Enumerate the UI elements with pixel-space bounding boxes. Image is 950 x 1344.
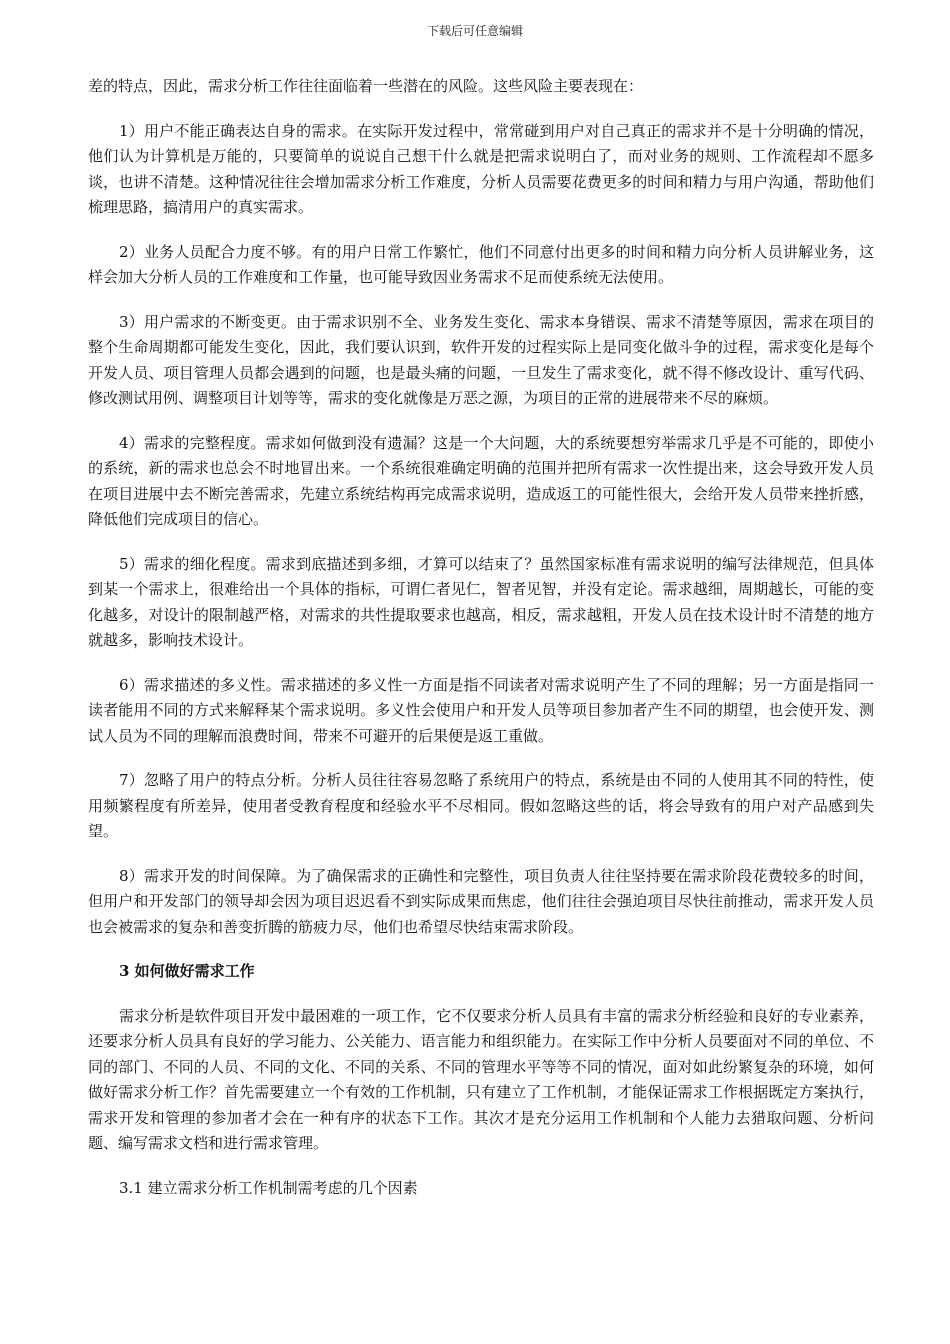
document-body bbox=[88, 74, 874, 1201]
risk-paragraph-4: 4）需求的完整程度。需求如何做到没有遗漏？这是一个大问题，大的系统要想穷举需求几乎是不可能的，即使小的系统，新的需求也总会不时地冒出来。一个系统很难确定明确的范围并把所有需求一次性提出来，这会导致开发人员在项目进展中去不断完善需求，先建立系统结构再完成需求说明，造成返工的可能性很大，会给开发人员带来挫折感，降低他们完成项目的信心。 bbox=[88, 433, 874, 528]
risk-paragraph-8: 8）需求开发的时间保障。为了确保需求的正确性和完整性，项目负责人往往坚持要在需求阶段花费较多的时间，但用户和开发部门的领导却会因为项目迟迟看不到实际成果而焦虑，他们往往会强迫项目尽快往前推动，需求开发人员也会被需求的复杂和善变折腾的筋疲力尽，他们也希望尽快结束需求阶段。 bbox=[88, 866, 874, 936]
risk-paragraph-2: 2）业务人员配合力度不够。有的用户日常工作繁忙，他们不同意付出更多的时间和精力向分析人员讲解业务，这样会加大分析人员的工作难度和工作量，也可能导致因业务需求不足而使系统无法使用。 bbox=[88, 242, 874, 286]
intro-paragraph: 差的特点，因此，需求分析工作往往面临着一些潜在的风险。这些风险主要表现在： bbox=[88, 77, 644, 95]
risk-paragraph-6: 6）需求描述的多义性。需求描述的多义性一方面是指不同读者对需求说明产生了不同的理解；另一方面是指同一读者能用不同的方式来解释某个需求说明。多义性会使用户和开发人员等项目参加者产生不同的期望，也会使开发、测试人员为不同的理解而浪费时间，带来不可避开的后果便是返工重做。 bbox=[88, 675, 874, 745]
risk-paragraph-3: 3）用户需求的不断变更。由于需求识别不全、业务发生变化、需求本身错误、需求不清楚等原因，需求在项目的整个生命周期都可能发生变化，因此，我们要认识到，软件开发的过程实际上是同变化做斗争的过程，需求变化是每个开发人员、项目管理人员都会遇到的问题，也是最头痛的问题，一旦发生了需求变化，就不得不修改设计、重写代码、修改测试用例、调整项目计划等等，需求的变化就像是万恶之源，为项目的正常的进展带来不尽的麻烦。 bbox=[88, 312, 874, 407]
section-3-paragraph: 需求分析是软件项目开发中最困难的一项工作，它不仅要求分析人员具有丰富的需求分析经验和良好的专业素养，还要求分析人员具有良好的学习能力、公关能力、语言能力和组织能力。在实际工作中分析人员要面对不同的单位、不同的部门、不同的人员、不同的文化、不同的关系、不同的管理水平等等不同的情况，面对如此纷繁复杂的环境，如何做好需求分析工作？首先需要建立一个有效的工作机制，只有建立了工作机制，才能保证需求工作根据既定方案执行，需求开发和管理的参加者才会在一种有序的状态下工作。其次才是充分运用工作机制和个人能力去猎取问题、分析问题、编写需求文档和进行需求管理。 bbox=[88, 1006, 874, 1152]
page-header: 下载后可任意编辑 bbox=[426, 24, 523, 38]
risk-paragraph-7: 7）忽略了用户的特点分析。分析人员往往容易忽略了系统用户的特点，系统是由不同的人使用其不同的特性，使用频繁程度有所差异，使用者受教育程度和经验水平不尽相同。假如忽略这些的话，将会导致有的用户对产品感到失望。 bbox=[88, 771, 874, 840]
section-3-heading: 3 如何做好需求工作 bbox=[119, 962, 255, 980]
risk-paragraph-1: 1）用户不能正确表达自身的需求。在实际开发过程中，常常碰到用户对自己真正的需求并不是十分明确的情况，他们认为计算机是万能的，只要简单的说说自己想干什么就是把需求说明白了，而对业务的规则、工作流程却不愿多谈，也讲不清楚。这种情况往往会增加需求分析工作难度，分析人员需要花费更多的时间和精力与用户沟通，帮助他们梳理思路，搞清用户的真实需求。 bbox=[88, 121, 874, 216]
risk-paragraph-5: 5）需求的细化程度。需求到底描述到多细，才算可以结束了？虽然国家标准有需求说明的编写法律规范，但具体到某一个需求上，很难给出一个具体的指标，可谓仁者见仁，智者见智，并没有定论。需求越细，周期越长，可能的变化越多，对设计的限制越严格，对需求的共性提取要求也越高，相反，需求越粗，开发人员在技术设计时不清楚的地方就越多，影响技术设计。 bbox=[88, 554, 874, 649]
section-3-1-heading: 3.1 建立需求分析工作机制需考虑的几个因素 bbox=[119, 1178, 418, 1197]
